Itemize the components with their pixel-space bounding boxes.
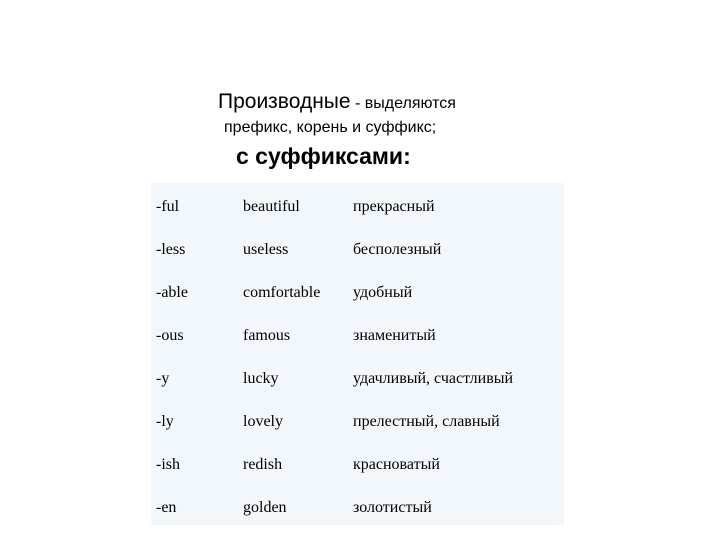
- heading: [218, 90, 456, 114]
- table-row: [151, 499, 564, 529]
- russian-translation-cell: знаменитый: [353, 327, 436, 344]
- russian-translation-cell: удачливый, счастливый: [353, 370, 514, 387]
- suffix-cell: -ish: [156, 456, 180, 473]
- table-row: [151, 198, 564, 228]
- table-row: [151, 413, 564, 443]
- russian-translation-cell: золотистый: [353, 499, 432, 516]
- table-row: [151, 456, 564, 486]
- suffix-cell: -able: [156, 284, 188, 301]
- english-word-cell: useless: [243, 241, 289, 258]
- english-word-cell: lucky: [243, 370, 279, 387]
- english-word-cell: comfortable: [243, 284, 321, 301]
- suffix-cell: -y: [156, 370, 170, 387]
- suffix-cell: -less: [156, 241, 186, 258]
- english-word-cell: lovely: [243, 413, 283, 430]
- heading-main: Производные: [218, 90, 351, 113]
- subtitle: префикс, корень и суффикс;: [224, 119, 437, 136]
- suffix-cell: -ful: [156, 198, 180, 215]
- suffix-cell: -ous: [156, 327, 184, 344]
- suffix-table: [151, 183, 564, 525]
- russian-translation-cell: красноватый: [353, 456, 440, 473]
- table-row: [151, 327, 564, 357]
- table-row: [151, 370, 564, 400]
- section-title: с суффиксами:: [236, 143, 411, 169]
- english-word-cell: golden: [243, 499, 287, 516]
- english-word-cell: redish: [243, 456, 283, 473]
- english-word-cell: beautiful: [243, 198, 300, 215]
- russian-translation-cell: прекрасный: [353, 198, 435, 215]
- table-row: [151, 241, 564, 271]
- table-row: [151, 284, 564, 314]
- russian-translation-cell: удобный: [353, 284, 413, 301]
- english-word-cell: famous: [243, 327, 291, 344]
- russian-translation-cell: бесполезный: [353, 241, 442, 258]
- suffix-cell: -ly: [156, 413, 174, 430]
- russian-translation-cell: прелестный, славный: [353, 413, 500, 430]
- heading-rest: - выделяются: [350, 95, 456, 112]
- suffix-cell: -en: [156, 499, 177, 516]
